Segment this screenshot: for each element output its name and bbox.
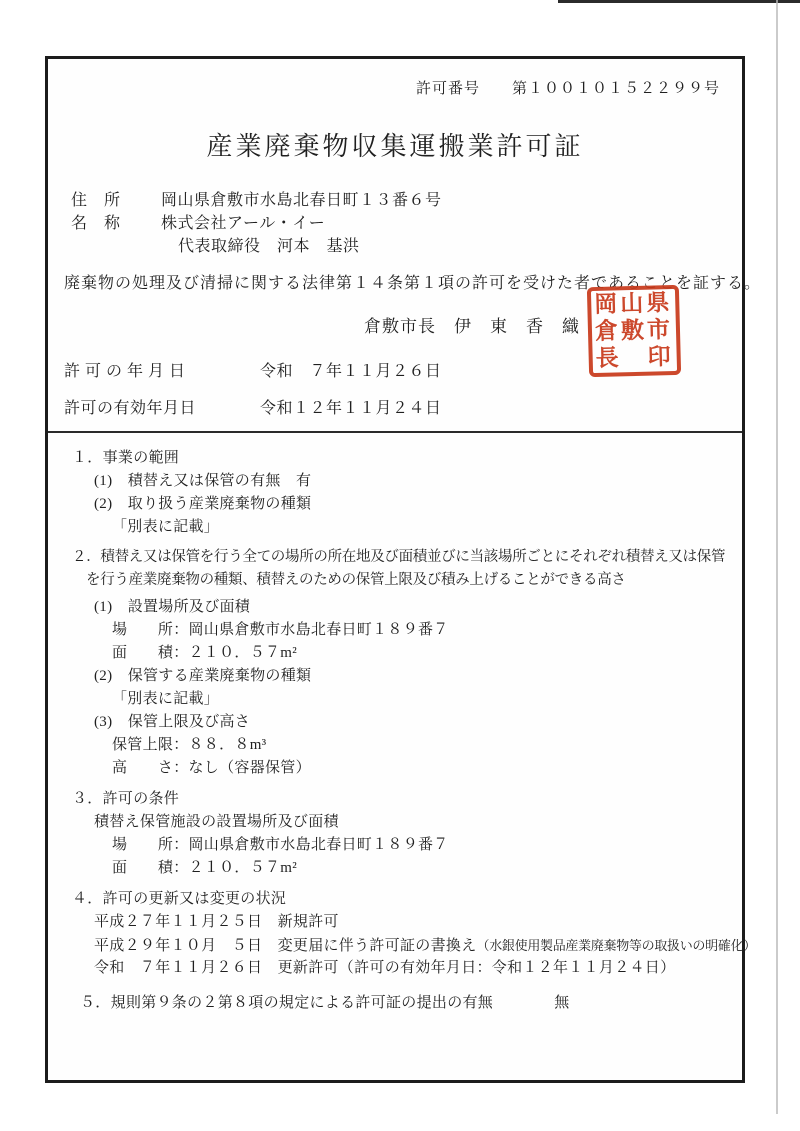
holder-info — [71, 189, 726, 258]
permit-number-gap — [480, 81, 512, 97]
valid-date-label: 許可の有効年月日 — [64, 400, 197, 417]
scan-artifact-edge-line — [776, 0, 778, 1114]
body-line: 面 積：２１０．５７m² — [112, 860, 298, 876]
document-frame — [45, 56, 762, 1083]
holder-address-row — [71, 189, 726, 212]
issuer-line: 倉敷市長 伊 東 香 織 — [364, 317, 580, 336]
section-divider — [48, 431, 742, 433]
body-line: 平成２７年１１月２５日 新規許可 — [94, 914, 339, 930]
body-line-section4: ４．許可の更新又は変更の状況 — [72, 891, 287, 907]
permit-number-value: 第１００１０１５２２９９号 — [511, 81, 720, 97]
holder-name-row — [71, 212, 726, 235]
body-line: 高 さ：なし（容器保管） — [112, 760, 311, 776]
seal-row-3: 長 印 — [595, 344, 675, 372]
body-line: 積替え保管施設の設置場所及び面積 — [94, 814, 339, 830]
history-rewrite-paren: （水銀使用製品産業廃棄物等の取扱いの明確化） — [476, 938, 756, 953]
body-line-history-rewrite — [94, 934, 756, 957]
seal-row-2: 倉敷市 — [594, 316, 674, 345]
body-line: 「別表に記載」 — [112, 691, 220, 707]
body-line-section2: ２．積替え又は保管を行う全ての場所の所在地及び面積並びに当該場所ごとにそれぞれ積替え又は保管を行う産業廃棄物の種類、積替えのための保管上限及び積み上げることができる高さ — [72, 549, 726, 588]
official-seal — [587, 285, 681, 377]
address-label: 住 所 — [71, 192, 121, 209]
body-line-section3: ３．許可の条件 — [72, 791, 180, 807]
address-value: 岡山県倉敷市水島北春日町１３番６号 — [161, 192, 442, 209]
body-line: 面 積：２１０．５７m² — [112, 645, 298, 661]
body-line: (1) 設置場所及び面積 — [94, 599, 251, 615]
conditions-body — [64, 447, 756, 1015]
scan-artifact-top-strip — [558, 0, 800, 3]
body-line-section5: ５．規則第９条の２第８項の規定による許可証の提出の有無 無 — [80, 995, 570, 1011]
body-line: 「別表に記載」 — [112, 519, 220, 535]
representative-row: 代表取締役 河本 基洪 — [178, 238, 360, 255]
body-line: (2) 取り扱う産業廃棄物の種類 — [94, 496, 312, 512]
permit-number-line — [64, 79, 726, 99]
company-name: 株式会社アール・イー — [161, 215, 326, 232]
body-line: (1) 積替え又は保管の有無 有 — [94, 473, 312, 489]
document-title: 産業廃棄物収集運搬業許可証 — [206, 132, 584, 161]
body-line: (2) 保管する産業廃棄物の種類 — [94, 668, 312, 684]
body-line: 保管上限：８８．８m³ — [112, 737, 267, 753]
permit-date-label: 許 可 の 年 月 日 — [64, 363, 186, 380]
body-line: 令和 ７年１１月２６日 更新許可（許可の有効年月日：令和１２年１１月２４日） — [94, 960, 676, 976]
history-rewrite-main: 平成２９年１０月 ５日 変更届に伴う許可証の書換え — [94, 938, 477, 954]
permit-date-value: 令和 ７年１１月２６日 — [260, 363, 442, 380]
name-label: 名 称 — [71, 215, 121, 232]
body-line: 場 所：岡山県倉敷市水島北春日町１８９番７ — [112, 837, 449, 853]
body-line: 場 所：岡山県倉敷市水島北春日町１８９番７ — [112, 622, 449, 638]
permit-number-label: 許可番号 — [415, 81, 480, 97]
certification-statement: 廃棄物の処理及び清掃に関する法律第１４条第１項の許可を受けた者であることを証する。 — [64, 275, 762, 292]
valid-date-value: 令和１２年１１月２４日 — [260, 400, 442, 417]
body-line: (3) 保管上限及び高さ — [94, 714, 251, 730]
valid-date-row — [64, 399, 726, 419]
body-line-section1: １．事業の範囲 — [72, 450, 180, 466]
seal-row-1: 岡山県 — [593, 289, 673, 317]
